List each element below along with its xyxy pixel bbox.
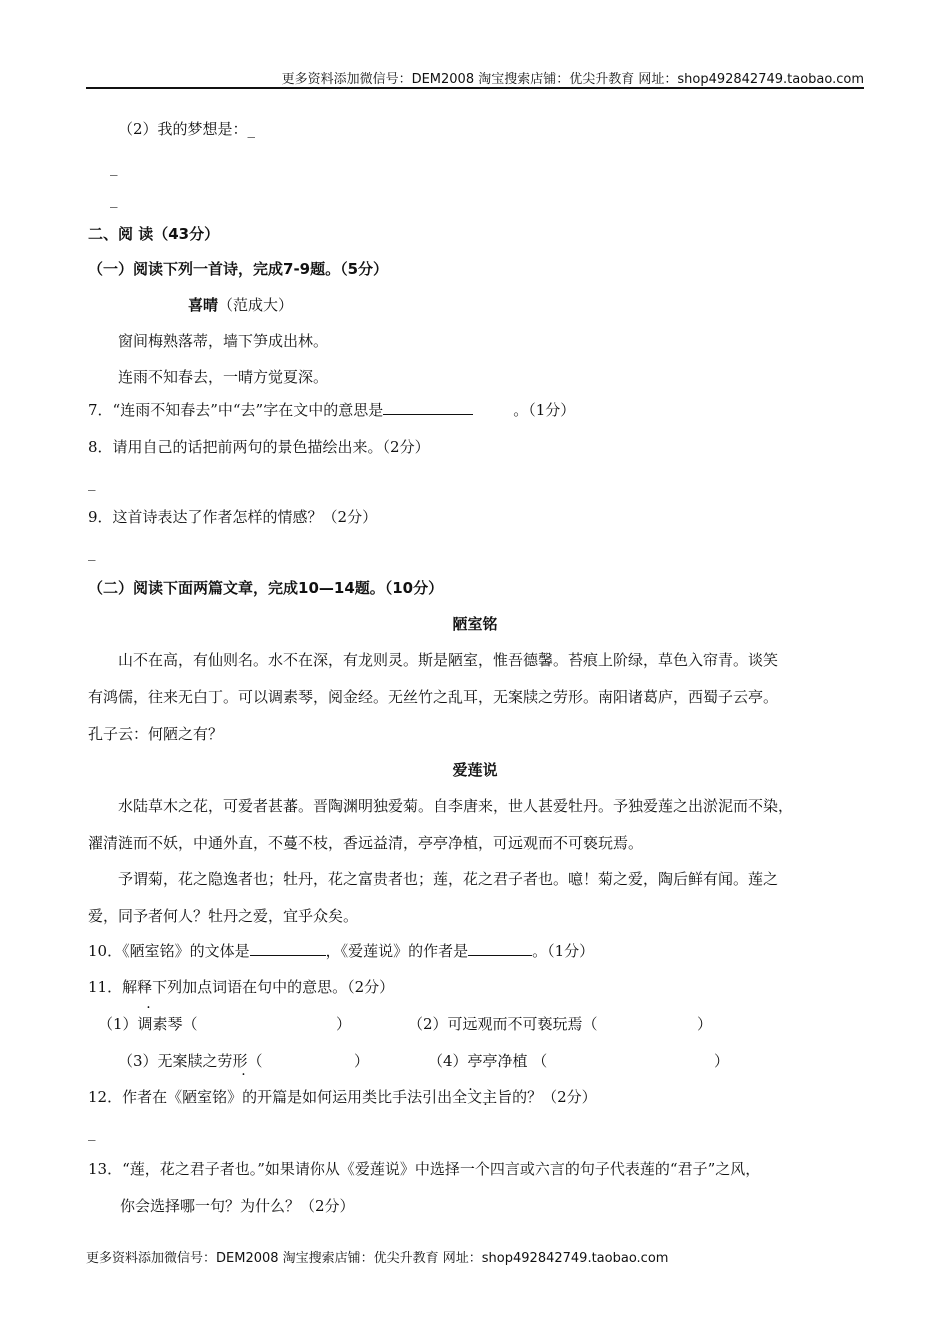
question-10-text: 10．《陋室铭》的文体是 — [88, 942, 250, 960]
section-title: 二、阅 读（43分） — [88, 225, 220, 243]
poem-line: 窗间梅熟落蒂，墙下笋成出林。 — [118, 332, 329, 350]
close-paren: ） — [354, 1052, 370, 1070]
answer-blank[interactable] — [250, 940, 326, 956]
question-7-text: 7．“连雨不知春去”中“去”字在文中的意思是 — [88, 401, 384, 419]
text2-line: 爱，同予者何人？牡丹之爱，宜乎众矣。 — [88, 907, 359, 925]
question-11-item-2: （2）可远观而不可亵玩焉（ — [408, 1015, 598, 1033]
page-header: 更多资料添加微信号：DEM2008 淘宝搜索店铺：优尖升教育 网址：shop492842749.taobao.com — [281, 72, 864, 87]
part2-heading: （二）阅读下面两篇文章，完成10—14题。（10分） — [88, 579, 444, 597]
question-11-item-1-text: （1）调素琴（ — [98, 1015, 198, 1033]
question-11-item-4: （4）亭亭净植 （ — [428, 1052, 548, 1070]
question-9: 9．这首诗表达了作者怎样的情感？（2分） — [88, 508, 378, 526]
text2-line: 濯清涟而不妖，中通外直，不蔓不枝，香远益清，亭亭净植，可远观而不可亵玩焉。 — [88, 834, 644, 852]
text1-title: 陋室铭 — [452, 615, 498, 633]
question-13: 13．“莲，花之君子者也。”如果请你从《爱莲说》中选择一个四言或六言的句子代表莲的“君子”之风， — [88, 1160, 761, 1178]
part1-heading: （一）阅读下列一首诗，完成7-9题。（5分） — [88, 260, 389, 278]
text1-line: 孔子云：何陋之有？ — [88, 725, 224, 743]
text2-title: 爱莲说 — [452, 761, 498, 779]
text1-line: 有鸿儒，往来无白丁。可以调素琴，阅金经。无丝竹之乱耳，无案牍之劳形。南阳诸葛庐，西蜀子云亭。 — [88, 688, 779, 706]
question-7-score: 。（1分） — [513, 401, 576, 419]
question-10-score: 。（1分） — [532, 942, 595, 960]
close-paren: ） — [714, 1052, 730, 1070]
emphasis-dot — [548, 1028, 563, 1043]
answer-blank[interactable] — [468, 940, 532, 956]
dream-prompt: （2）我的梦想是：_ — [118, 120, 256, 138]
poem-author: （范成大） — [218, 296, 294, 314]
answer-line: _ — [88, 1123, 96, 1141]
answer-line: _ — [110, 190, 118, 208]
poem-title: 喜晴 — [188, 296, 219, 314]
emphasis-dot — [478, 1110, 493, 1125]
question-12: 12．作者在《陋室铭》的开篇是如何运用类比手法引出全文主旨的？（2分） — [88, 1088, 597, 1106]
text1-line: 山不在高，有仙则名。水不在深，有龙则灵。斯是陋室，惟吾德馨。苔痕上阶绿，草色入帘青。谈笑 — [118, 651, 779, 669]
text2-line: 予谓菊，花之隐逸者也；牡丹，花之富贵者也；莲，花之君子者也。噫！菊之爱，陶后鲜有闻。莲之 — [118, 870, 779, 888]
answer-line: _ — [88, 473, 96, 491]
answer-blank[interactable] — [383, 399, 473, 415]
question-10-text-2: ，《爱莲说》的作者是 — [325, 942, 469, 960]
question-10 — [88, 940, 594, 961]
emphasis-dot — [141, 1013, 156, 1028]
page-footer: 更多资料添加微信号：DEM2008 淘宝搜索店铺：优尖升教育 网址：shop492842749.taobao.com — [86, 1251, 669, 1266]
poem-line: 连雨不知春去，一晴方觉夏深。 — [118, 368, 329, 386]
poem-title-line — [188, 294, 293, 315]
question-11-item-3: （3）无案牍之劳形（ — [118, 1052, 263, 1070]
question-7 — [88, 399, 575, 420]
answer-line: _ — [88, 543, 96, 561]
question-11: 11．解释下列加点词语在句中的意思。（2分） — [88, 978, 395, 996]
answer-line: _ — [110, 158, 118, 176]
question-13-cont: 你会选择哪一句？为什么？（2分） — [120, 1197, 355, 1215]
close-paren: ） — [697, 1015, 713, 1033]
close-paren: ） — [336, 1015, 352, 1033]
header-divider — [86, 87, 864, 89]
question-8: 8．请用自己的话把前两句的景色描绘出来。（2分） — [88, 438, 430, 456]
text2-line: 水陆草木之花，可爱者甚蕃。晋陶渊明独爱菊。自李唐来，世人甚爱牡丹。予独爱莲之出淤泥而不染， — [118, 797, 794, 815]
